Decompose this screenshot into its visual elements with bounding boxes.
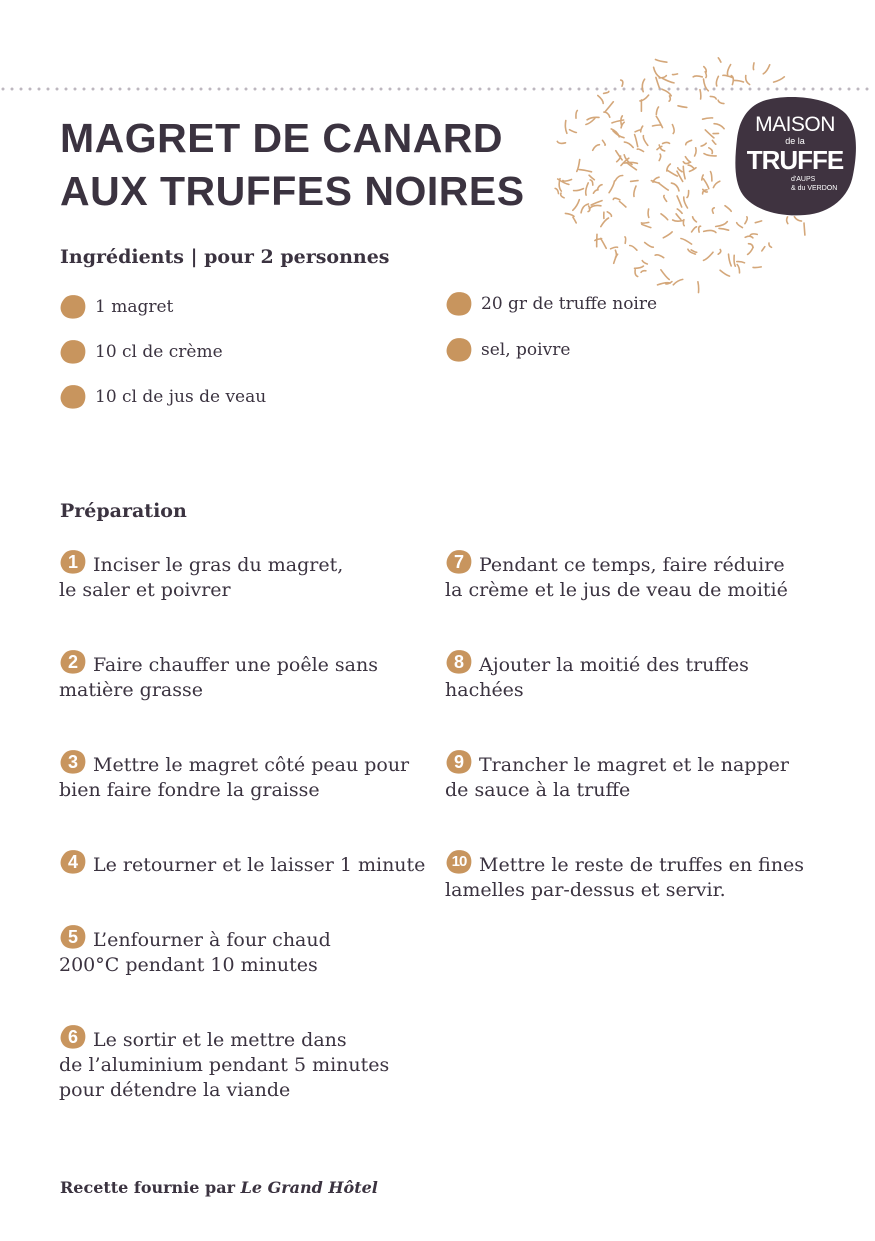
step-text-line1: Le retourner et le laisser 1 minute — [93, 854, 426, 876]
recipe-title-line1: MAGRET DE CANARD — [60, 115, 504, 161]
bullet-icon — [59, 384, 87, 410]
step-1 — [59, 549, 343, 603]
ingredient-label: 20 gr de truffe noire — [481, 294, 658, 314]
ingredients-heading: Ingrédients | pour 2 personnes — [60, 246, 390, 268]
credit-prefix: Recette fournie par — [60, 1178, 241, 1197]
logo-location — [791, 175, 851, 193]
ingredient-label: 10 cl de jus de veau — [95, 387, 267, 407]
step-number-badge: 6 — [59, 1024, 87, 1050]
step-9 — [445, 749, 789, 803]
step-number-badge: 9 — [445, 749, 473, 775]
step-10 — [445, 849, 804, 903]
step-6 — [59, 1024, 389, 1103]
step-number-badge: 8 — [445, 649, 473, 675]
step-3 — [59, 749, 409, 803]
logo-aups: d'AUPS — [791, 176, 816, 183]
step-number-badge: 3 — [59, 749, 87, 775]
recipe-title — [60, 112, 525, 218]
credit-source: Le Grand Hôtel — [240, 1178, 378, 1197]
step-number-badge: 2 — [59, 649, 87, 675]
ingredient-item — [59, 294, 173, 320]
step-text-line2: matière grasse — [59, 679, 203, 701]
recipe-title-line2: AUX TRUFFES NOIRES — [60, 168, 525, 214]
ingredient-label: 1 magret — [95, 297, 174, 317]
ingredient-item — [445, 337, 570, 363]
step-text-line1: Le sortir et le mettre dans — [93, 1029, 347, 1051]
logo-maison: MAISON — [755, 113, 835, 136]
step-text-line3: pour détendre la viande — [59, 1079, 291, 1101]
bullet-icon — [59, 339, 87, 365]
bullet-icon — [445, 337, 473, 363]
step-5 — [59, 924, 331, 978]
preparation-heading: Préparation — [60, 500, 187, 522]
step-text-line1: Mettre le magret côté peau pour — [93, 754, 410, 776]
step-number-badge: 4 — [59, 849, 87, 875]
ingredient-label: sel, poivre — [481, 340, 571, 360]
ingredient-item — [59, 339, 223, 365]
step-8 — [445, 649, 749, 703]
step-7 — [445, 549, 788, 603]
step-number-badge: 10 — [445, 849, 473, 875]
step-number-badge: 1 — [59, 549, 87, 575]
step-text-line1: Faire chauffer une poêle sans — [93, 654, 378, 676]
step-2 — [59, 649, 378, 703]
step-text-line2: la crème et le jus de veau de moitié — [445, 579, 788, 601]
step-text-line1: Inciser le gras du magret, — [93, 554, 344, 576]
step-text-line2: hachées — [445, 679, 524, 701]
step-text-line2: de sauce à la truffe — [445, 779, 631, 801]
recipe-credit — [60, 1178, 378, 1197]
step-number-badge: 7 — [445, 549, 473, 575]
step-text-line2: lamelles par-dessus et servir. — [445, 879, 726, 901]
step-text-line1: L’enfourner à four chaud — [93, 929, 331, 951]
logo-de-la: de la — [785, 136, 805, 146]
step-text-line1: Pendant ce temps, faire réduire — [479, 554, 785, 576]
bullet-icon — [445, 291, 473, 317]
bullet-icon — [59, 294, 87, 320]
step-number-badge: 5 — [59, 924, 87, 950]
logo-truffe: TRUFFE — [746, 145, 844, 175]
ingredient-item — [59, 384, 266, 410]
step-text-line2: 200°C pendant 10 minutes — [59, 954, 318, 976]
step-text-line2: le saler et poivrer — [59, 579, 231, 601]
step-text-line1: Ajouter la moitié des truffes — [479, 654, 749, 676]
logo-verdon: & du VERDON — [791, 185, 838, 192]
step-text-line1: Trancher le magret et le napper — [479, 754, 789, 776]
step-text-line2: de l’aluminium pendant 5 minutes — [59, 1054, 390, 1076]
step-text-line2: bien faire fondre la graisse — [59, 779, 320, 801]
step-4 — [59, 849, 425, 878]
logo-text — [733, 95, 857, 217]
ingredient-item — [445, 291, 657, 317]
step-text-line1: Mettre le reste de truffes en fines — [479, 854, 805, 876]
ingredient-label: 10 cl de crème — [95, 342, 223, 362]
